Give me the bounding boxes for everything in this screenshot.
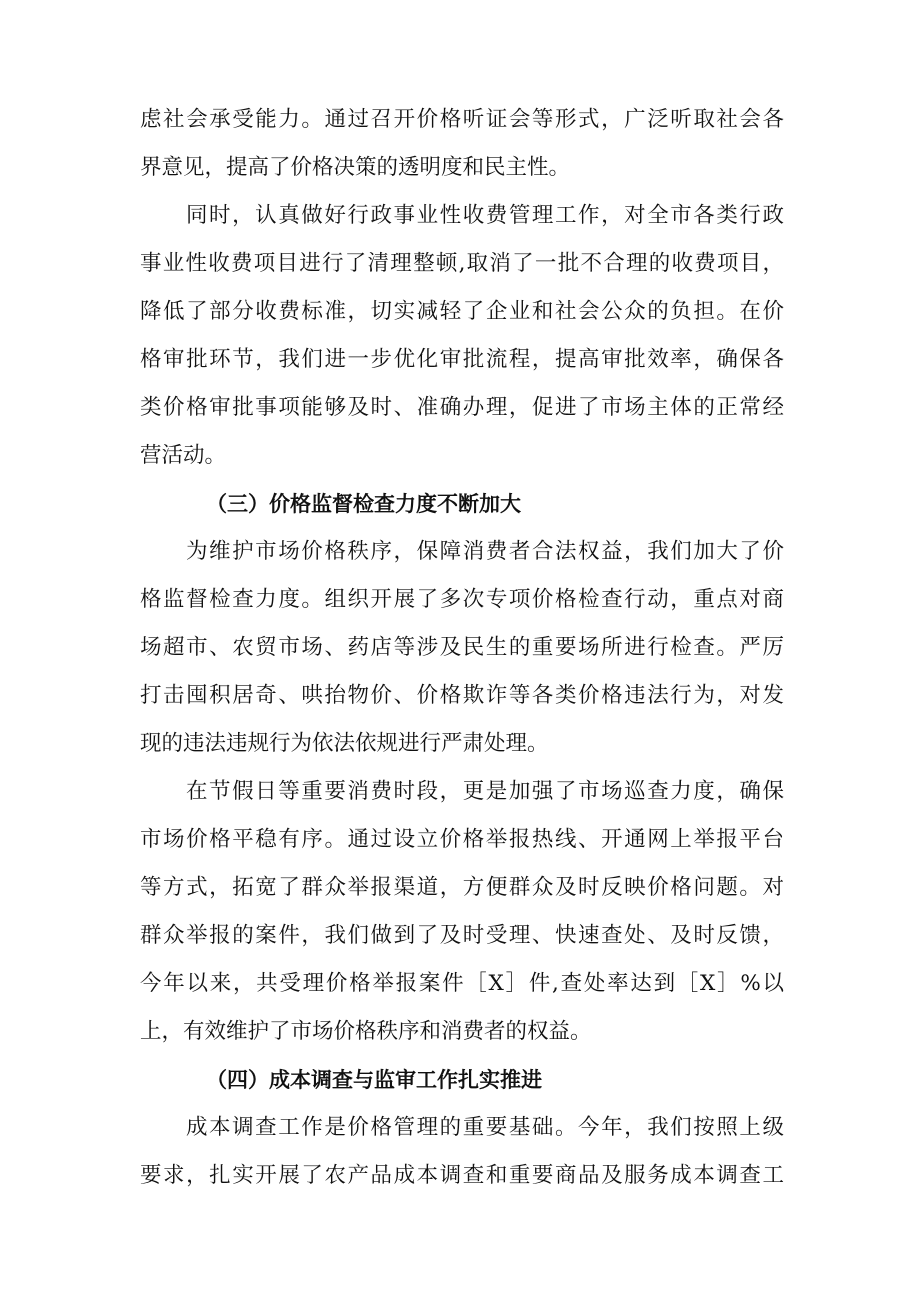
text-line: 类价格审批事项能够及时、准确办理，促进了市场主体的正常经 — [140, 395, 784, 420]
text-line: 市场价格平稳有序。通过设立价格举报热线、开通网上举报平台 — [140, 827, 784, 852]
text-line: 降低了部分收费标准，切实减轻了企业和社会公众的负担。在价 — [140, 299, 784, 324]
text-line: 成本调查工作是价格管理的重要基础。今年，我们按照上级 — [186, 1115, 784, 1140]
text-line: 在节假日等重要消费时段，更是加强了市场巡查力度，确保 — [186, 779, 784, 804]
text-line: 现的违法违规行为依法依规进行严肃处理。 — [140, 731, 549, 756]
text-line: 上，有效维护了市场价格秩序和消费者的权益。 — [140, 1019, 592, 1044]
text-line: 格监督检查力度。组织开展了多次专项价格检查行动，重点对商 — [140, 587, 784, 612]
text-line: 打击囤积居奇、哄抬物价、价格欺诈等各类价格违法行为，对发 — [140, 683, 784, 708]
section-heading: （三）价格监督检查力度不断加大 — [206, 492, 521, 516]
text-line: 事业性收费项目进行了清理整顿,取消了一批不合理的收费项目， — [140, 251, 784, 276]
paragraph — [140, 1104, 784, 1200]
text-line: 今年以来，共受理价格举报案件［X］件,查处率达到［X］%以 — [140, 971, 784, 996]
text-line: 群众举报的案件，我们做到了及时受理、快速查处、及时反馈， — [140, 923, 784, 948]
text-line: 营活动。 — [140, 443, 227, 468]
text-line: 同时，认真做好行政事业性收费管理工作，对全市各类行政 — [186, 203, 784, 228]
text-line: 界意见，提高了价格决策的透明度和民主性。 — [140, 155, 571, 180]
paragraph — [140, 192, 784, 480]
paragraph-continued — [140, 96, 784, 192]
text-line: 要求，扎实开展了农产品成本调查和重要商品及服务成本调查工 — [140, 1163, 784, 1188]
paragraph — [140, 528, 784, 768]
text-line: 场超市、农贸市场、药店等涉及民生的重要场所进行检查。严厉 — [140, 635, 784, 660]
text-line: 格审批环节，我们进一步优化审批流程，提高审批效率，确保各 — [140, 347, 784, 372]
section-heading: （四）成本调查与监审工作扎实推进 — [206, 1068, 542, 1092]
text-line: 为维护市场价格秩序，保障消费者合法权益，我们加大了价 — [186, 539, 784, 564]
document-page — [140, 96, 784, 1200]
text-line: 虑社会承受能力。通过召开价格听证会等形式，广泛听取社会各 — [140, 107, 784, 132]
paragraph — [140, 768, 784, 1056]
text-line: 等方式，拓宽了群众举报渠道，方便群众及时反映价格问题。对 — [140, 875, 784, 900]
